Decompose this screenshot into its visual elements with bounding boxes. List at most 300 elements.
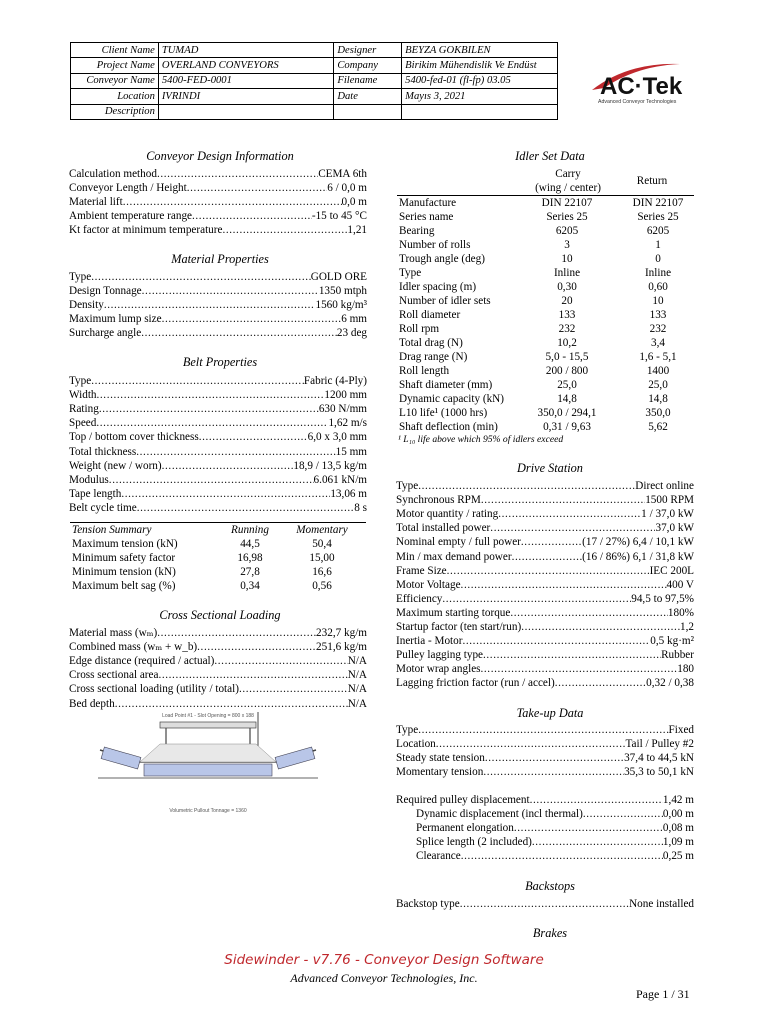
dot-leader	[512, 550, 583, 564]
takeup-value: Fixed	[668, 723, 694, 736]
dot-leader	[137, 501, 355, 515]
idler-return-value: 0	[655, 253, 661, 265]
idler-label: Idler spacing (m)	[399, 281, 477, 293]
idler-row	[399, 420, 693, 434]
drive-value: 0,32 / 0,38	[646, 677, 694, 690]
belt-label: Type	[69, 375, 92, 387]
idler-row	[399, 392, 693, 406]
idler-label: Dynamic capacity (kN)	[399, 393, 504, 405]
diagram-top-label: Load Point #1 - Slot Opening = 800 x 188	[162, 713, 254, 719]
header-value: OVERLAND CONVEYORS	[158, 58, 333, 73]
logo-subtitle: Advanced Conveyor Technologies	[598, 99, 677, 105]
conveyor-design-label: Conveyor Length / Height	[69, 181, 187, 194]
idler-carry-value: 232	[558, 323, 576, 335]
idler-carry-value: 25,0	[557, 379, 577, 391]
dot-leader	[239, 682, 348, 696]
belt-value: 13,06 m	[330, 487, 367, 500]
tension-value: 0,34	[240, 580, 260, 592]
takeup-displacement-label: Splice length (2 included)	[416, 835, 532, 848]
conveyor-design-row	[69, 167, 367, 181]
tension-value: 44,5	[240, 538, 260, 550]
drive-label: Maximum starting torque	[396, 606, 511, 619]
dot-leader	[162, 459, 294, 473]
page-number: Page 1 / 31	[636, 987, 690, 1001]
idler-return-value: 6205	[646, 225, 670, 237]
takeup-displacement-value: 1,42 m	[662, 793, 694, 806]
drive-value: 180	[677, 663, 694, 676]
takeup-row	[396, 765, 694, 779]
belt-label: Tape length	[69, 487, 122, 500]
belt-label: Modulus	[69, 473, 109, 486]
material-value: 23 deg	[336, 327, 367, 340]
material-value: GOLD ORE	[310, 271, 367, 283]
idler-label: Trough angle (deg)	[399, 253, 485, 265]
idler-table	[399, 196, 693, 434]
dot-leader	[141, 326, 337, 340]
takeup-label: Location	[396, 737, 436, 750]
drive-value: 400 V	[666, 578, 694, 591]
drive-label: Min / max demand power	[396, 550, 512, 563]
idler-col-carry: Carry (wing / center)	[535, 168, 601, 194]
dot-leader	[136, 445, 335, 459]
tension-header-cell: Running	[231, 524, 269, 536]
belt-value: 6,0 x 3,0 mm	[307, 431, 367, 444]
cross-section-label: Cross sectional loading (utility / total)	[69, 683, 239, 696]
belt-title: Belt Properties	[182, 355, 258, 369]
dot-leader	[483, 765, 624, 779]
drive-label: Inertia - Motor	[396, 635, 463, 648]
brakes-title: Brakes	[532, 926, 568, 940]
drive-row	[396, 479, 694, 493]
diagram-bottom-label: Volumetric Pullout Tonnage = 1360	[169, 808, 247, 814]
actek-logo	[588, 60, 708, 106]
header-value	[402, 104, 558, 119]
material-label: Density	[69, 299, 104, 312]
takeup-value: 35,3 to 50,1 kN	[624, 765, 694, 778]
drive-label: Motor quantity / rating	[396, 508, 499, 521]
material-value: 1350 mtph	[318, 285, 367, 298]
belt-label: Width	[69, 389, 97, 402]
dot-leader	[462, 634, 650, 648]
belt-value: 18,9 / 13,5 kg/m	[293, 459, 367, 472]
backstop-label: Backstop type	[396, 897, 460, 910]
header-label: Project Name	[71, 58, 159, 73]
belt-row	[69, 459, 367, 473]
dot-leader	[481, 662, 678, 676]
drive-value: 94,5 to 97,5%	[631, 592, 694, 605]
material-label: Design Tonnage	[69, 285, 142, 298]
conveyor-design-value: CEMA 6th	[318, 167, 367, 180]
dot-leader	[158, 668, 347, 682]
idler-footnote: ¹ L₁₀ life above which 95% of idlers exceed	[398, 434, 564, 445]
header-label: Client Name	[71, 43, 159, 58]
cross-section-row	[69, 668, 367, 682]
header-table	[70, 42, 558, 120]
idler-row	[399, 378, 693, 392]
footer-software: Sidewinder - v7.76 - Conveyor Design Software	[224, 952, 544, 968]
tension-row	[72, 551, 366, 565]
dot-leader	[157, 626, 316, 640]
header-value: 5400-FED-0001	[158, 73, 333, 88]
cross-section-title: Cross Sectional Loading	[159, 608, 281, 622]
belt-value: 15 mm	[335, 445, 367, 458]
material-load	[140, 744, 276, 762]
dot-leader	[121, 487, 330, 501]
tension-label: Minimum safety factor	[72, 552, 176, 564]
dot-leader	[197, 640, 316, 654]
idler-row	[399, 252, 693, 266]
drive-label: Motor wrap angles	[396, 663, 481, 676]
idler-label: Drag range (N)	[399, 351, 468, 363]
idler-label: Shaft deflection (min)	[399, 421, 498, 433]
idler-carry-value: 133	[558, 309, 576, 321]
material-row	[69, 298, 367, 312]
idler-label: Number of rolls	[399, 239, 471, 251]
header-label: Location	[71, 89, 159, 104]
drive-value: 37,0 kW	[655, 522, 694, 535]
idler-carry-value: 350,0 / 294,1	[537, 407, 597, 419]
idler-return-value: 14,8	[648, 393, 668, 405]
belt-value: 6.061 kN/m	[313, 473, 367, 486]
cross-section-row	[69, 682, 367, 696]
idler-row	[399, 224, 693, 238]
takeup-row	[396, 751, 694, 765]
dot-leader	[442, 592, 631, 606]
tension-header-row	[72, 523, 366, 537]
drive-value: 180%	[667, 606, 694, 619]
takeup-row	[396, 723, 694, 737]
conveyor-design-label: Kt factor at minimum temperature	[69, 223, 223, 236]
conveyor-design-row	[69, 223, 367, 237]
conveyor-design-value: 6 / 0,0 m	[327, 181, 367, 194]
dot-leader	[481, 493, 645, 507]
belt-label: Top / bottom cover thickness	[69, 431, 199, 444]
idler-row	[399, 406, 693, 420]
idler-return-value: 1	[655, 239, 661, 251]
header-row	[71, 89, 558, 104]
conveyor-design-value: -15 to 45 °C	[311, 209, 367, 222]
tension-value: 27,8	[240, 566, 260, 578]
dot-leader	[436, 737, 626, 751]
drive-row	[396, 634, 694, 648]
takeup-displacement-value: 0,25 m	[662, 849, 694, 862]
wing-roll-right	[275, 747, 315, 769]
dot-leader	[187, 181, 327, 195]
idler-return-value: 232	[649, 323, 667, 335]
header-label: Date	[334, 89, 402, 104]
dot-leader	[96, 416, 328, 430]
header-label: Conveyor Name	[71, 73, 159, 88]
cross-section-label: Bed depth	[69, 697, 115, 710]
conveyor-design-label: Calculation method	[69, 167, 157, 180]
belt-row	[69, 374, 367, 388]
cross-section-label: Cross sectional area	[69, 669, 159, 682]
drive-label: Total installed power	[396, 522, 491, 535]
drive-row	[396, 550, 694, 564]
header-value	[158, 104, 333, 119]
backstop-row	[396, 897, 694, 911]
tension-value: 15,00	[309, 552, 335, 564]
takeup-displacement-label: Dynamic displacement (incl thermal)	[416, 807, 583, 820]
dot-leader	[199, 430, 308, 444]
idler-label: Manufacture	[399, 197, 457, 209]
dot-leader	[157, 167, 318, 181]
dot-leader	[99, 402, 319, 416]
header-row	[71, 73, 558, 88]
takeup-value: Tail / Pulley #2	[625, 737, 694, 750]
conveyor-design-row	[69, 209, 367, 223]
takeup-displacement-row	[396, 793, 694, 807]
dot-leader	[521, 535, 582, 549]
takeup-displacement-row	[396, 807, 694, 821]
dot-leader	[162, 312, 342, 326]
idler-carry-value: DIN 22107	[541, 197, 593, 209]
idler-label: Shaft diameter (mm)	[399, 379, 493, 391]
header-value: Birikim Mühendislik Ve Endüst	[402, 58, 558, 73]
tension-value: 16,6	[312, 566, 332, 578]
cross-section-row	[69, 640, 367, 654]
dot-leader	[490, 521, 655, 535]
idler-carry-value: 5,0 - 15,5	[545, 351, 589, 363]
dot-leader	[418, 723, 668, 737]
drive-value: Direct online	[635, 480, 694, 492]
material-value: 6 mm	[341, 313, 367, 326]
idler-label: Roll diameter	[399, 309, 461, 321]
idler-return-value: Series 25	[637, 211, 679, 223]
idler-return-value: 1400	[646, 365, 670, 377]
dot-leader	[91, 374, 304, 388]
drive-row	[396, 521, 694, 535]
belt-value: 630 N/mm	[318, 403, 367, 416]
cross-section-label: Material mass (wₘ)	[69, 627, 158, 639]
belt-row	[69, 430, 367, 444]
drive-label: Startup factor (ten start/run)	[396, 621, 522, 633]
material-row	[69, 270, 367, 284]
drive-label: Pulley lagging type	[396, 649, 484, 662]
cross-section-value: N/A	[347, 697, 367, 710]
idler-label: Type	[399, 267, 422, 279]
takeup-label: Type	[396, 723, 419, 736]
drive-row	[396, 620, 694, 634]
cross-section-diagram	[90, 708, 326, 818]
idler-row	[399, 280, 693, 294]
drive-value: Rubber	[661, 649, 694, 662]
belt-row	[69, 416, 367, 430]
belt-row	[69, 501, 367, 515]
material-value: 1560 kg/m³	[315, 299, 367, 312]
takeup-row	[396, 737, 694, 751]
idler-carry-value: Series 25	[546, 211, 588, 223]
cross-section-value: 251,6 kg/m	[316, 641, 367, 654]
drive-row	[396, 564, 694, 578]
drive-value: 0,5 kg·m²	[650, 635, 694, 648]
idler-carry-value: Inline	[553, 267, 581, 279]
material-label: Surcharge angle	[69, 327, 142, 340]
cross-section-value: N/A	[347, 669, 367, 682]
idler-row	[399, 266, 693, 280]
material-row	[69, 284, 367, 298]
drive-row	[396, 606, 694, 620]
belt-row	[69, 487, 367, 501]
header-row	[71, 58, 558, 73]
dot-leader	[142, 284, 319, 298]
conveyor-design-label: Material lift	[69, 195, 123, 208]
idler-carry-value: 10	[561, 253, 573, 265]
dot-leader	[222, 223, 347, 237]
conveyor-design-value: 1,21	[347, 223, 367, 236]
tension-value: 16,98	[237, 552, 263, 564]
belt-label: Belt cycle time	[69, 501, 137, 514]
idler-label: Roll rpm	[399, 323, 440, 335]
idler-carry-value: 14,8	[557, 393, 577, 405]
belt-label: Weight (new / worn)	[69, 459, 162, 472]
idler-return-value: DIN 22107	[632, 197, 684, 209]
dot-leader	[483, 648, 661, 662]
cross-section-value: N/A	[347, 655, 367, 668]
cross-section-row	[69, 654, 367, 668]
idler-row	[399, 350, 693, 364]
idler-return-value: 1,6 - 5,1	[639, 351, 677, 363]
header-row	[71, 43, 558, 58]
dot-leader	[555, 676, 646, 690]
dot-leader	[109, 473, 314, 487]
idler-carry-value: 0,30	[557, 281, 577, 293]
backstops-title: Backstops	[525, 879, 575, 893]
tension-header-cell: Tension Summary	[72, 524, 152, 536]
idler-row	[399, 364, 693, 378]
dot-leader	[97, 388, 325, 402]
takeup-displacement-label: Clearance	[416, 849, 461, 862]
header-value: TUMAD	[158, 43, 333, 58]
idler-row	[399, 238, 693, 252]
drive-row	[396, 676, 694, 690]
idler-row	[399, 308, 693, 322]
belt-label: Total thickness	[69, 445, 137, 458]
drive-value: (16 / 86%) 6,1 / 31,8 kW	[582, 550, 694, 563]
idler-carry-value: 0,31 / 9,63	[543, 421, 591, 433]
dot-leader	[447, 564, 650, 578]
dot-leader	[530, 793, 663, 807]
cross-section-label: Combined mass (wₘ + w_b)	[69, 641, 198, 654]
takeup-label: Momentary tension	[396, 765, 484, 778]
tension-row	[72, 579, 366, 593]
backstop-value: None installed	[629, 897, 694, 910]
belt-value: 8 s	[354, 501, 367, 514]
takeup-displacement-value: 1,09 m	[662, 835, 694, 848]
header-value: BEYZA GOKBILEN	[402, 43, 558, 58]
material-label: Type	[69, 271, 92, 283]
header-label	[334, 104, 402, 119]
idler-row	[399, 196, 693, 210]
idler-row	[399, 294, 693, 308]
belt-value: 1200 mm	[324, 389, 367, 402]
idler-return-value: 25,0	[648, 379, 668, 391]
tension-row	[72, 537, 366, 551]
takeup-displacement-value: 0,00 m	[662, 807, 694, 820]
dot-leader	[485, 751, 624, 765]
tension-label: Maximum tension (kN)	[72, 538, 178, 550]
idler-return-value: 0,60	[648, 281, 668, 293]
takeup-value: 37,4 to 44,5 kN	[624, 751, 694, 764]
idler-return-value: 5,62	[648, 421, 668, 433]
dot-leader	[214, 654, 347, 668]
dot-leader	[461, 849, 663, 863]
drive-row	[396, 648, 694, 662]
drive-value: IEC 200L	[649, 564, 694, 577]
belt-row	[69, 388, 367, 402]
footer-company: Advanced Conveyor Technologies, Inc.	[290, 971, 478, 985]
tension-label: Minimum tension (kN)	[72, 566, 176, 578]
belt-value: 1,62 m/s	[328, 417, 367, 430]
idler-label: Total drag (N)	[399, 337, 463, 349]
logo-text: AC·Tek	[600, 73, 683, 100]
tension-label: Maximum belt sag (%)	[72, 580, 176, 592]
header-label: Filename	[334, 73, 402, 88]
idler-carry-value: 3	[564, 239, 570, 251]
drive-row	[396, 535, 694, 549]
tension-value: 50,4	[312, 538, 332, 550]
takeup-title: Take-up Data	[516, 706, 584, 720]
header-label: Company	[334, 58, 402, 73]
dot-leader	[461, 578, 667, 592]
takeup-displacement-label: Required pulley displacement	[396, 793, 530, 806]
tension-header-cell: Momentary	[296, 524, 348, 536]
material-title: Material Properties	[171, 252, 269, 266]
dot-leader	[192, 209, 312, 223]
tension-summary-table	[72, 523, 366, 593]
dot-leader	[104, 298, 316, 312]
conveyor-design-label: Ambient temperature range	[69, 209, 193, 222]
drive-row	[396, 493, 694, 507]
takeup-displacement-label: Permanent elongation	[416, 821, 514, 834]
cross-section-label: Edge distance (required / actual)	[69, 655, 215, 668]
belt-row	[69, 402, 367, 416]
idler-label: Roll length	[399, 365, 450, 377]
idler-return-value: Inline	[644, 267, 672, 279]
conveyor-design-row	[69, 195, 367, 209]
conveyor-design-value: 0,0 m	[341, 195, 367, 208]
wing-roll-left	[101, 747, 141, 769]
idler-label: Series name	[399, 211, 454, 223]
belt-label: Rating	[69, 403, 99, 416]
drive-row	[396, 578, 694, 592]
idler-label: L10 life¹ (1000 hrs)	[399, 407, 488, 419]
belt-label: Speed	[69, 417, 97, 430]
header-value: IVRINDI	[158, 89, 333, 104]
dot-leader	[514, 821, 663, 835]
idler-carry-value: 20	[561, 295, 573, 307]
dot-leader	[510, 606, 668, 620]
drive-value: 1 / 37,0 kW	[641, 508, 694, 521]
header-value: 5400-fed-01 (fl-fp) 03.05	[402, 73, 558, 88]
material-row	[69, 312, 367, 326]
material-row	[69, 326, 367, 340]
idler-carry-value: 6205	[555, 225, 579, 237]
takeup-label: Steady state tension	[396, 751, 485, 764]
tension-value: 0,56	[312, 580, 332, 592]
idler-label: Bearing	[399, 225, 435, 237]
conveyor-design-row	[69, 181, 367, 195]
dot-leader	[521, 620, 680, 634]
drive-row	[396, 507, 694, 521]
center-roll	[144, 764, 272, 776]
conveyor-design-title: Conveyor Design Information	[146, 149, 294, 163]
drive-label: Motor Voltage	[396, 578, 461, 591]
idler-return-value: 10	[652, 295, 664, 307]
material-label: Maximum lump size	[69, 313, 162, 326]
dot-leader	[91, 270, 311, 284]
takeup-displacement-row	[396, 849, 694, 863]
